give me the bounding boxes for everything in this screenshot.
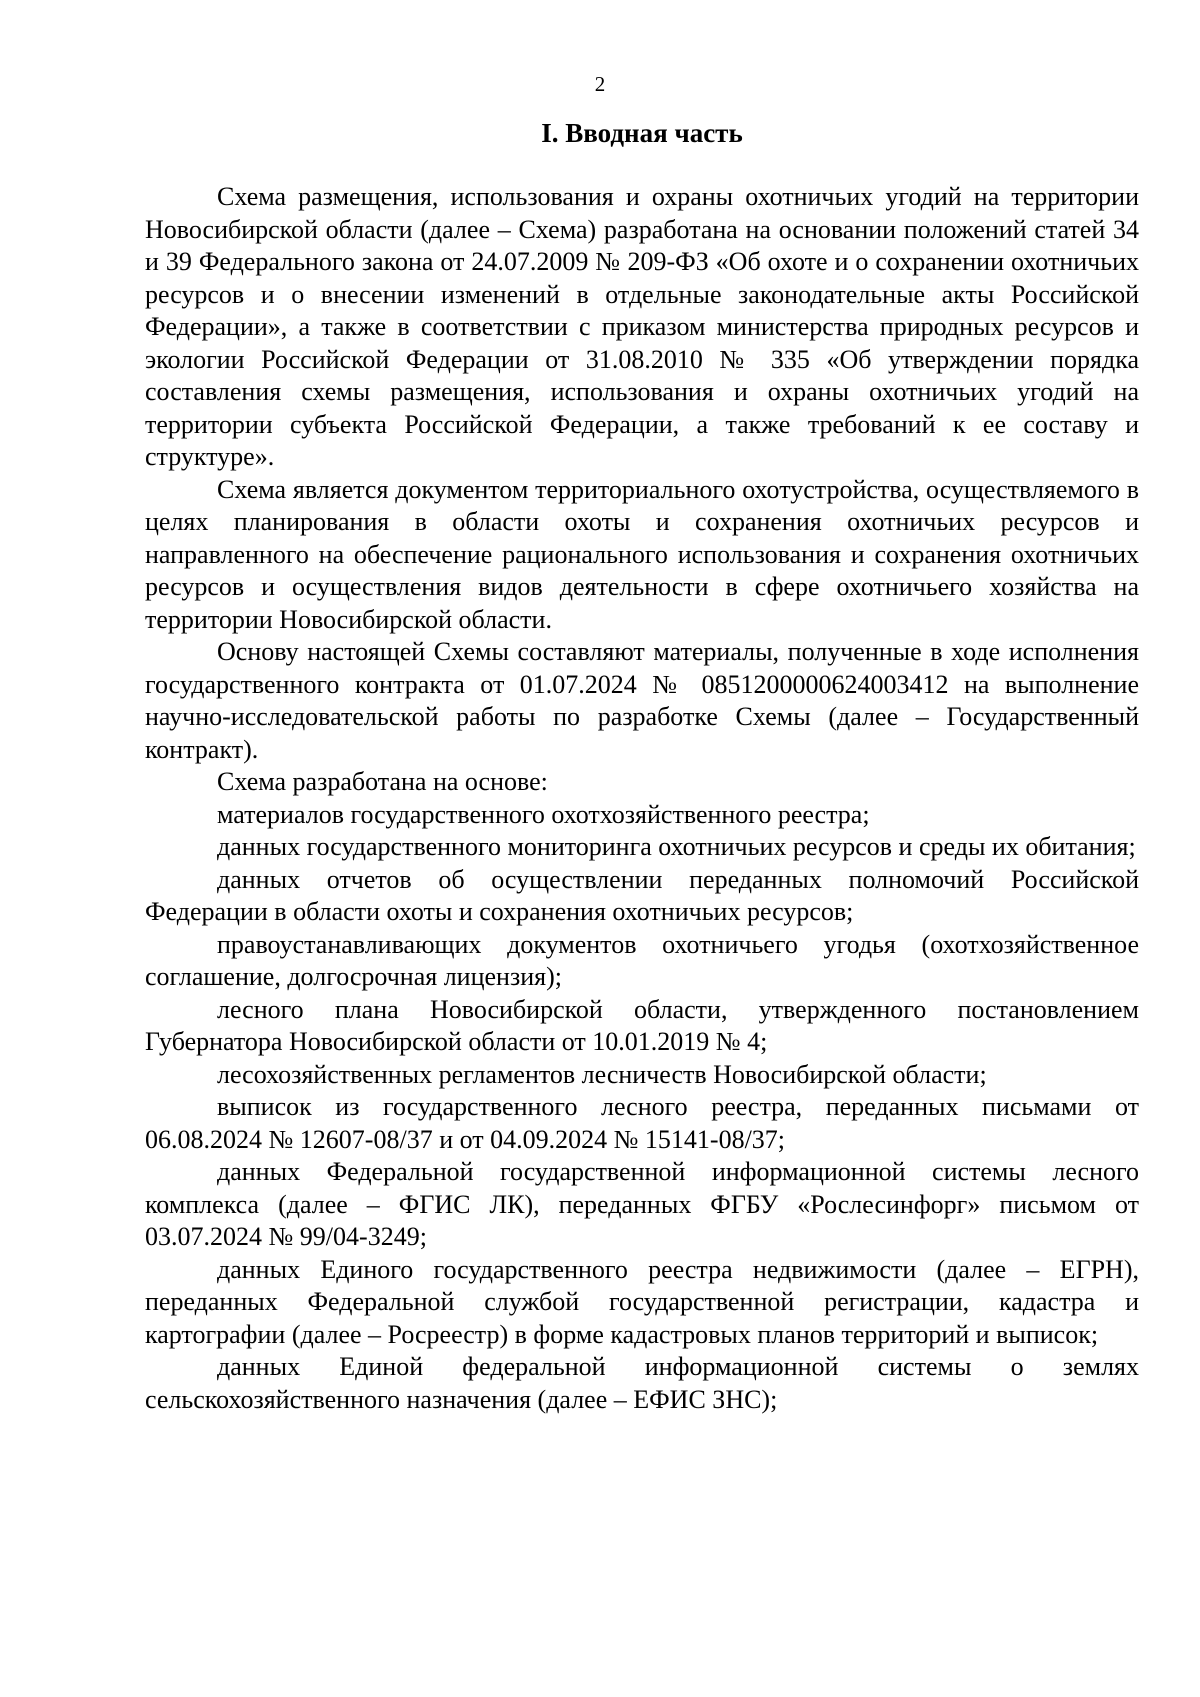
- list-item: материалов государственного охотхозяйственного реестра;: [217, 799, 870, 829]
- list-item: данных Федеральной государственной информационной системы лесного комплекса (далее – ФГИС ЛК), переданных ФГБУ «Рослесинфорг» письмом от 03.07.2024 № 99/04-3249;: [145, 1157, 1139, 1251]
- paragraph: Схема разработана на основе:: [217, 767, 548, 796]
- list-item: данных Единой федеральной информационной системы о землях сельскохозяйственного назначения (далее – ЕФИС ЗНС);: [145, 1352, 1139, 1414]
- list-item: лесного плана Новосибирской области, утвержденного постановлением Губернатора Новосибирской области от 10.01.2019 № 4;: [145, 994, 1139, 1056]
- list-item: выписок из государственного лесного реестра, переданных письмами от 06.08.2024 № 12607-08/37 и от 04.09.2024 № 15141-08/37;: [145, 1092, 1139, 1154]
- paragraph: Схема является документом территориального охотустройства, осуществляемого в целях планирования в области охоты и сохранения охотничьих ресурсов и направленного на обеспечение рационального использования и сохранения охотничьих ресурсов и осуществления видов деятельности в сфере охотничьего хозяйства на территории Новосибирской области.: [145, 474, 1139, 634]
- list-item: лесохозяйственных регламентов лесничеств Новосибирской области;: [217, 1059, 987, 1089]
- page-number: 2: [594, 72, 606, 96]
- list-item: данных государственного мониторинга охотничьих ресурсов и среды их обитания;: [217, 832, 1136, 861]
- list-item: данных отчетов об осуществлении переданных полномочий Российской Федерации в области охоты и сохранения охотничьих ресурсов;: [145, 864, 1139, 926]
- list-item: данных Единого государственного реестра недвижимости (далее – ЕГРН), переданных Федеральной службой государственной регистрации, кадастра и картографии (далее – Росреестр) в форме кадастровых планов территорий и выписок;: [145, 1254, 1139, 1349]
- paragraph: Основу настоящей Схемы составляют материалы, полученные в ходе исполнения государственного контракта от 01.07.2024 № 0851200000624003412 на выполнение научно-исследовательской работы по разработке Схемы (далее – Государственный контракт).: [145, 637, 1139, 764]
- paragraph: Схема размещения, использования и охраны охотничьих угодий на территории Новосибирской области (далее – Схема) разработана на основании положений статей 34 и 39 Федерального закона от 24.07.2009 № 209-ФЗ «Об охоте и о сохранении охотничьих ресурсов и о внесении изменений в отдельные законодательные акты Российской Федерации», а также в соответствии с приказом министерства природных ресурсов и экологии Российской Федерации от 31.08.2010 № 335 «Об утверждении порядка составления схемы размещения, использования и охраны охотничьих угодий на территории субъекта Российской Федерации, а также требований к ее составу и структуре».: [145, 182, 1139, 471]
- document-body: [145, 181, 1139, 1416]
- list-item: правоустанавливающих документов охотничьего угодья (охотхозяйственное соглашение, долгосрочная лицензия);: [145, 929, 1139, 991]
- section-title: I. Вводная часть: [541, 118, 743, 148]
